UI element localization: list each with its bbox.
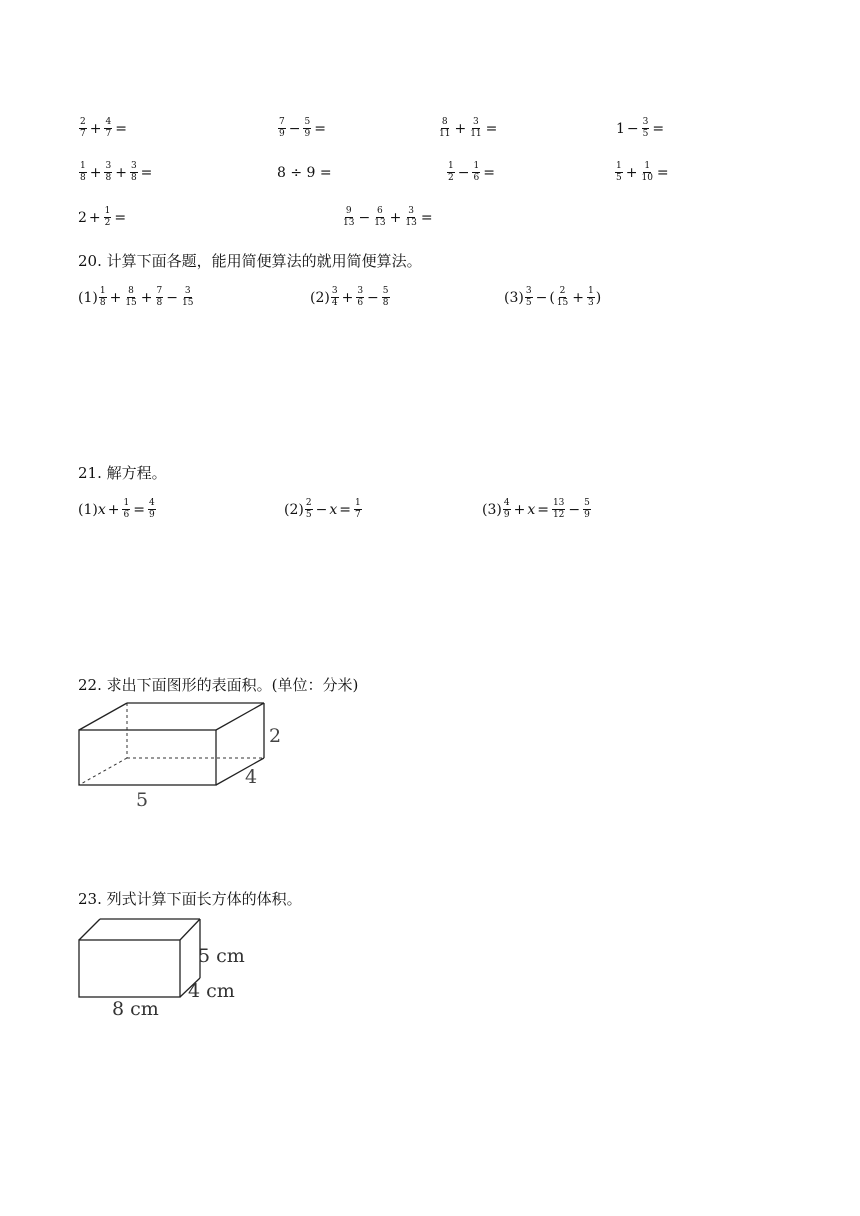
denominator: 8: [105, 173, 112, 184]
fraction: [104, 207, 112, 229]
text-token: 1: [616, 120, 625, 137]
denominator: 7: [105, 129, 112, 140]
oral-calc-1-3: [437, 118, 499, 140]
operator: =: [485, 120, 498, 137]
q22-hidden-edges: [79, 703, 264, 785]
fraction: [148, 499, 156, 521]
numerator: 1: [99, 287, 107, 298]
q20-item-2: [310, 287, 391, 309]
denominator: 10: [641, 173, 653, 184]
oral-calc-1-4: [616, 118, 666, 140]
oral-calc-3-2: [341, 207, 435, 229]
denominator: 11: [439, 129, 451, 140]
denominator: 5: [305, 510, 312, 521]
fraction: [356, 287, 364, 309]
operator: +: [454, 120, 467, 137]
operator: =: [656, 164, 669, 181]
variable: x: [527, 501, 536, 518]
text-token: (3): [482, 501, 502, 518]
fraction: [124, 287, 137, 309]
denominator: 6: [473, 173, 480, 184]
q23-depth-label: 4 cm: [188, 980, 235, 1002]
operator: +: [513, 501, 526, 518]
oral-calc-2-3: [446, 162, 497, 184]
numerator: 1: [354, 499, 362, 510]
operator: =: [339, 501, 351, 518]
operator: =: [314, 120, 326, 137]
fraction: [354, 499, 362, 521]
denominator: 7: [80, 129, 86, 140]
denominator: 9: [148, 510, 155, 521]
numerator: 4: [104, 118, 112, 129]
numerator: 3: [642, 118, 650, 129]
numerator: 2: [79, 118, 87, 129]
operator: +: [572, 289, 584, 306]
numerator: 1: [472, 162, 480, 173]
variable: x: [97, 501, 106, 518]
oral-calc-1-2: [277, 118, 328, 140]
denominator: 13: [405, 218, 417, 229]
text-token: (2): [310, 289, 330, 306]
q20-item-1: [78, 287, 195, 309]
numerator: 3: [331, 287, 339, 298]
operator: +: [140, 289, 153, 306]
numerator: 3: [525, 287, 533, 298]
numerator: 3: [104, 162, 112, 173]
numerator: 3: [356, 287, 364, 298]
denominator: 9: [584, 510, 590, 521]
denominator: 5: [642, 129, 649, 140]
text-token: (: [549, 289, 555, 306]
denominator: 6: [357, 298, 364, 309]
numerator: 6: [376, 207, 384, 218]
q21-title: 21. 解方程。: [78, 464, 167, 482]
numerator: 1: [615, 162, 623, 173]
denominator: 9: [503, 510, 510, 521]
fraction: [104, 118, 112, 140]
numerator: 9: [345, 207, 353, 218]
denominator: 3: [587, 298, 594, 309]
numerator: 3: [130, 162, 138, 173]
fraction: [525, 287, 533, 309]
q23-length-label: 8 cm: [112, 998, 159, 1020]
numerator: 4: [148, 499, 156, 510]
q22-length-label: 5: [136, 789, 149, 811]
denominator: 8: [382, 298, 389, 309]
q23-height-label: 5 cm: [198, 945, 245, 967]
fraction: [342, 207, 355, 229]
numerator: 5: [382, 287, 390, 298]
operator: −: [367, 289, 379, 306]
operator: =: [140, 164, 153, 181]
denominator: 15: [556, 298, 569, 309]
denominator: 8: [80, 173, 86, 184]
fraction: [552, 499, 565, 521]
fraction: [469, 118, 482, 140]
fraction: [438, 118, 451, 140]
denominator: 2: [104, 218, 111, 229]
q20-title: 20. 计算下面各题，能用简便算法的就用简便算法。: [78, 252, 422, 270]
denominator: 8: [156, 298, 163, 309]
numerator: 3: [472, 118, 480, 129]
fraction: [156, 287, 164, 309]
denominator: 9: [279, 129, 285, 140]
operator: −: [535, 289, 548, 306]
fraction: [503, 499, 511, 521]
fraction: [305, 499, 313, 521]
numerator: 3: [407, 207, 415, 218]
operator: −: [568, 501, 581, 518]
denominator: 11: [470, 129, 482, 140]
fraction: [79, 118, 87, 140]
numerator: 7: [156, 287, 164, 298]
fraction: [278, 118, 286, 140]
operator: =: [115, 120, 127, 137]
operator: −: [315, 501, 328, 518]
numerator: 3: [184, 287, 192, 298]
text-token: (1): [78, 289, 98, 306]
numerator: 7: [278, 118, 286, 129]
denominator: 5: [616, 173, 622, 184]
fraction: [373, 207, 386, 229]
denominator: 13: [374, 218, 386, 229]
numerator: 4: [503, 499, 511, 510]
fraction: [640, 162, 653, 184]
denominator: 7: [354, 510, 361, 521]
fraction: [303, 118, 311, 140]
denominator: 4: [331, 298, 338, 309]
oral-calc-2-1: [78, 162, 154, 184]
operator: =: [537, 501, 549, 518]
fraction: [99, 287, 107, 309]
denominator: 5: [525, 298, 532, 309]
fraction: [556, 287, 569, 309]
fraction: [615, 162, 623, 184]
text-token: (3): [504, 289, 524, 306]
operator: +: [115, 164, 127, 181]
q22-depth-label: 4: [245, 766, 258, 788]
numerator: 13: [552, 499, 565, 510]
operator: +: [109, 289, 122, 306]
operator: =: [133, 501, 145, 518]
numerator: 8: [127, 287, 135, 298]
operator: +: [107, 501, 120, 518]
operator: +: [88, 209, 101, 226]
denominator: 15: [125, 298, 137, 309]
q21-item-3: [482, 499, 592, 521]
fraction: [79, 162, 87, 184]
operator: −: [358, 209, 371, 226]
numerator: 5: [303, 118, 311, 129]
q23-title: 23. 列式计算下面长方体的体积。: [78, 890, 302, 908]
denominator: 12: [552, 510, 565, 521]
denominator: 6: [123, 510, 130, 521]
numerator: 1: [104, 207, 112, 218]
oral-calc-3-1: [78, 207, 128, 229]
fraction: [583, 499, 591, 521]
text-token: (1): [78, 501, 98, 518]
operator: +: [389, 209, 402, 226]
q23-visible-edges: [79, 919, 200, 997]
fraction: [447, 162, 455, 184]
operator: =: [652, 120, 665, 137]
numerator: 2: [559, 287, 567, 298]
operator: =: [420, 209, 433, 226]
fraction: [587, 287, 595, 309]
operator: +: [89, 164, 102, 181]
numerator: 1: [79, 162, 87, 173]
operator: +: [341, 289, 354, 306]
q21-item-1: [78, 499, 157, 521]
numerator: 1: [643, 162, 651, 173]
text-token: ): [595, 289, 602, 306]
text-token: 8 ÷ 9 =: [277, 165, 332, 181]
variable: x: [329, 501, 338, 518]
fraction: [331, 287, 339, 309]
q21-item-2: [284, 499, 363, 521]
numerator: 1: [447, 162, 455, 173]
oral-calc-2-4: [614, 162, 671, 184]
fraction: [181, 287, 194, 309]
q22-visible-edges: [79, 703, 264, 785]
q22-title: 22. 求出下面图形的表面积。(单位：分米): [78, 676, 359, 694]
operator: =: [483, 164, 495, 181]
q23-cuboid-figure: [70, 912, 260, 1022]
operator: −: [166, 289, 178, 306]
denominator: 8: [130, 173, 137, 184]
numerator: 5: [583, 499, 591, 510]
numerator: 1: [587, 287, 595, 298]
oral-calc-2-2: [277, 166, 332, 180]
denominator: 2: [448, 173, 454, 184]
operator: −: [457, 164, 470, 181]
fraction: [642, 118, 650, 140]
q22-cuboid-figure: [70, 696, 290, 816]
operator: =: [114, 209, 127, 226]
numerator: 1: [122, 499, 130, 510]
fraction: [104, 162, 112, 184]
oral-calc-1-1: [78, 118, 129, 140]
q22-height-label: 2: [269, 725, 282, 747]
fraction: [404, 207, 417, 229]
operator: +: [625, 164, 638, 181]
operator: −: [288, 120, 301, 137]
fraction: [122, 499, 130, 521]
operator: +: [89, 120, 102, 137]
fraction: [130, 162, 138, 184]
denominator: 13: [343, 218, 355, 229]
q20-item-3: [504, 287, 601, 309]
numerator: 8: [441, 118, 449, 129]
fraction: [472, 162, 480, 184]
text-token: (2): [284, 501, 304, 518]
numerator: 2: [305, 499, 313, 510]
denominator: 15: [181, 298, 194, 309]
operator: −: [626, 120, 639, 137]
fraction: [382, 287, 390, 309]
denominator: 9: [304, 129, 311, 140]
denominator: 8: [99, 298, 106, 309]
text-token: 2: [78, 209, 87, 226]
